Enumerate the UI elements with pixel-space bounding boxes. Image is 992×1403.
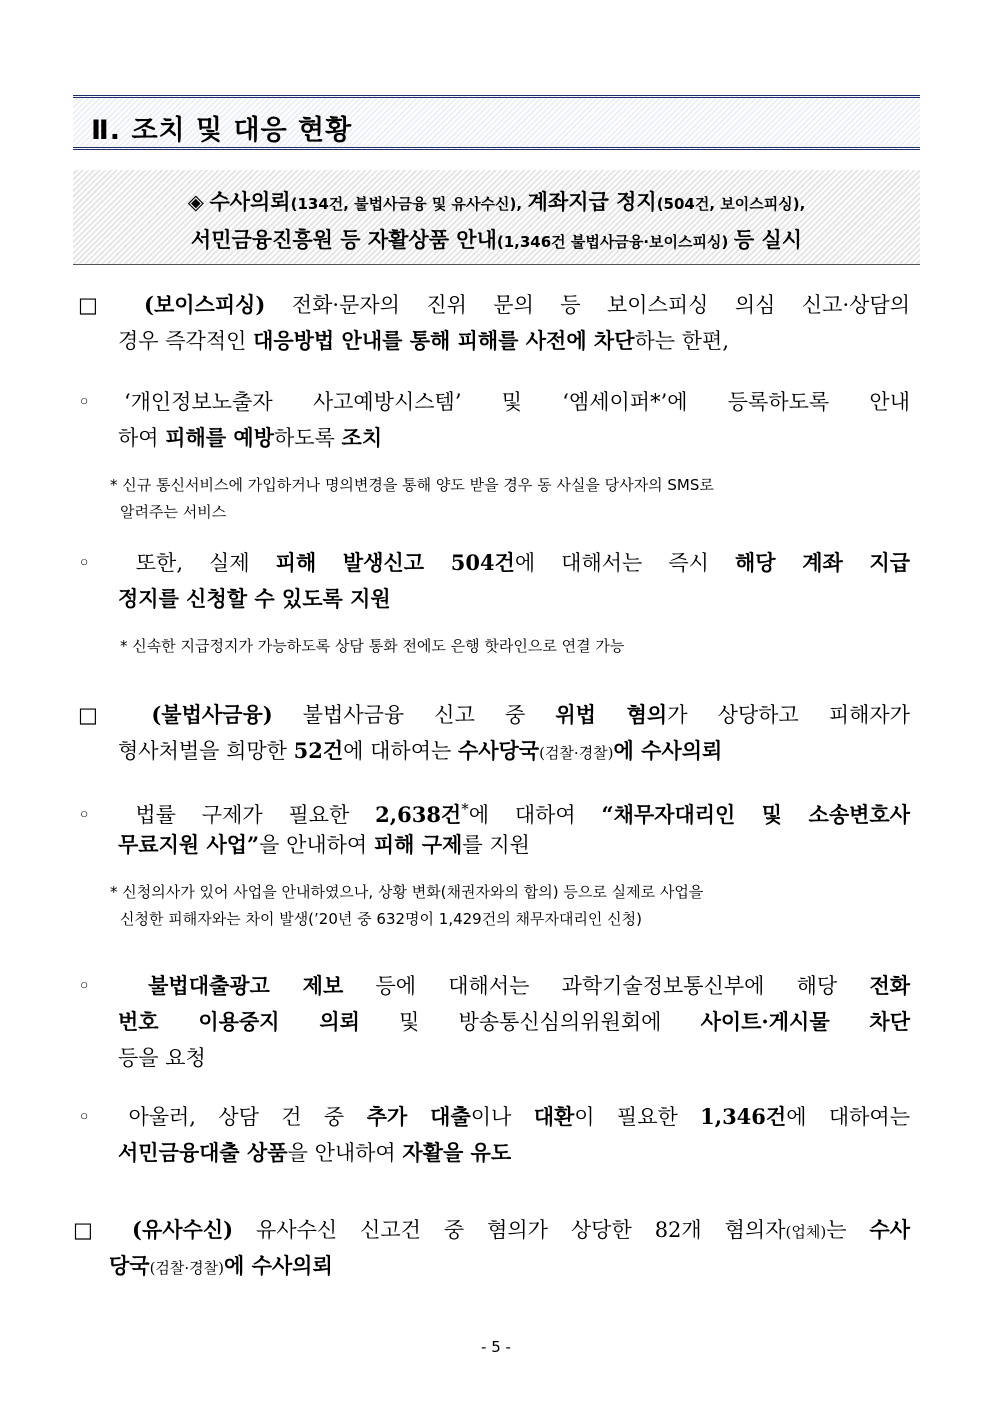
voice-bullet-2: ◦ 또한, 실제 피해 발생신고 504건에 대해서는 즉시 해당 계좌 지급 정지를 신청할 수 있도록 지원 <box>78 550 911 611</box>
illegal-finance-heading: (불법사금융) <box>151 702 273 727</box>
voice-phishing-paragraph: □ (보이스피싱) 전화·문자의 진위 문의 등 보이스피싱 의심 신고·상담의 경우 즉각적인 대응방법 안내를 통해 피해를 사전에 차단하는 한편, <box>78 292 910 353</box>
summary-box <box>73 170 920 265</box>
checkbox-square-icon: □ <box>73 1218 110 1242</box>
illegal-bullet-1: ◦ 법률 구제가 필요한 2,638건*에 대하여 “채무자대리인 및 소송변호사 무료지원 사업”을 안내하여 피해 구제를 지원 <box>78 800 910 857</box>
diamond-bullet-icon: ◈ <box>187 190 204 214</box>
checkbox-square-icon: □ <box>78 703 122 727</box>
section-title: Ⅱ. 조치 및 대응 현황 <box>91 115 353 146</box>
similar-deposit-heading: (유사수신) <box>132 1217 234 1242</box>
voice-note-1: * 신규 통신서비스에 가입하거나 명의변경을 통해 양도 받을 경우 동 사실을 당사자의 SMS로 알려주는 서비스 <box>110 476 714 521</box>
voice-note-2: * 신속한 지급정지가 가능하도록 상담 통화 전에도 은행 핫라인으로 연결 가능 <box>120 637 625 655</box>
illegal-bullet-2: ◦ 불법대출광고 제보 등에 대해서는 과학기술정보통신부에 해당 전화 번호 이용중지 의뢰 및 방송통신심의위원회에 사이트·게시물 차단 등을 요청 <box>78 973 911 1070</box>
section-header <box>73 95 920 150</box>
checkbox-square-icon: □ <box>78 293 118 317</box>
voice-phishing-heading: (보이스피싱) <box>144 292 266 317</box>
similar-deposit-paragraph: □ (유사수신) 유사수신 신고건 중 혐의가 상당한 82개 혐의자(업체)는 수사 당국(검찰·경찰)에 수사의뢰 <box>73 1217 910 1278</box>
illegal-bullet-3: ◦ 아울러, 상담 건 중 추가 대출이나 대환이 필요한 1,346건에 대하여는 서민금융대출 상품을 안내하여 자활을 유도 <box>78 1104 910 1165</box>
summary-line-2: 서민금융진흥원 등 자활상품 안내(1,346건 불법사금융·보이스피싱) 등 실시 <box>190 228 803 252</box>
summary-line-1: ◈ 수사의뢰(134건, 불법사금융 및 유사수신), 계좌지급 정지(504건, 보이스피싱), <box>187 190 806 214</box>
illegal-finance-paragraph: □ (불법사금융) 불법사금융 신고 중 위법 혐의가 상당하고 피해자가 형사처벌을 희망한 52건에 대하여는 수사당국(검찰·경찰)에 수사의뢰 <box>78 702 910 763</box>
page-number: - 5 - <box>481 1338 511 1356</box>
illegal-note-1: * 신청의사가 있어 사업을 안내하였으나, 상황 변화(채권자와의 합의) 등으로 실제로 사업을 신청한 피해자와는 차이 발생(’20년 중 632명이 1,429건의 채무자대리인 신청) <box>110 883 704 928</box>
voice-bullet-1: ◦‘개인정보노출자 사고예방시스템’ 및 ‘엠세이퍼*’에 등록하도록 안내 하여 피해를 예방하도록 조치 <box>78 390 910 450</box>
